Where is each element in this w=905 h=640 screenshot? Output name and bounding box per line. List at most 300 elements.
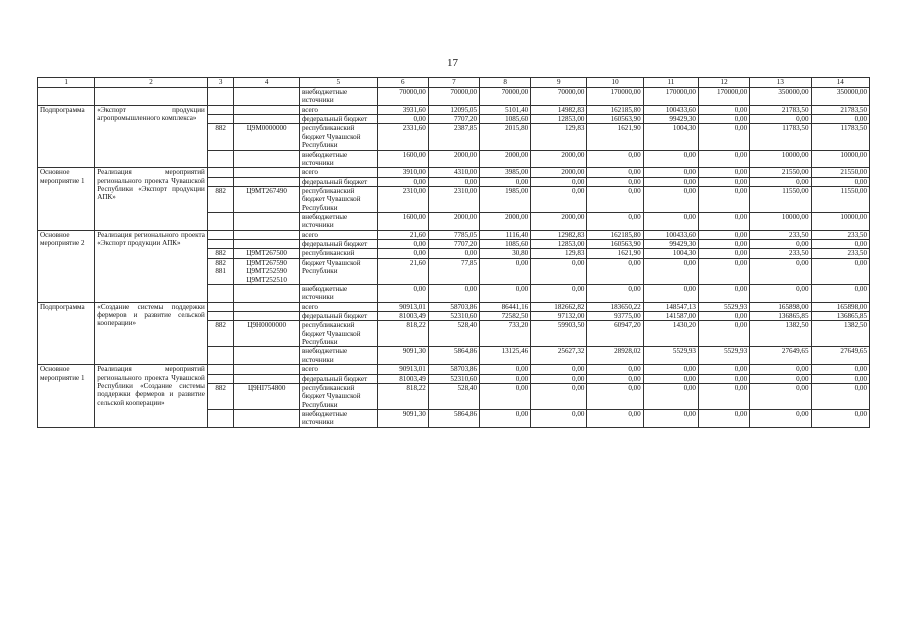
value-cell: 0,00	[750, 115, 811, 124]
funding-source-cell: федеральный бюджет	[299, 311, 377, 320]
value-cell: 21,60	[377, 230, 428, 239]
budget-code-cell	[234, 150, 299, 168]
grbs-cell	[207, 150, 234, 168]
budget-code-cell: Ц9Н0000000	[234, 321, 299, 347]
value-cell: 0,00	[643, 186, 698, 212]
value-cell: 1600,00	[377, 213, 428, 231]
value-cell: 2387,85	[428, 124, 479, 150]
value-cell: 0,00	[480, 284, 531, 302]
value-cell: 1004,30	[643, 124, 698, 150]
grbs-cell: 882	[207, 321, 234, 347]
value-cell: 1985,00	[480, 186, 531, 212]
page-number: 17	[447, 57, 458, 69]
value-cell: 350000,00	[750, 88, 811, 106]
value-cell: 0,00	[750, 284, 811, 302]
program-status-cell: Основное мероприятие 1	[38, 365, 95, 428]
value-cell: 0,00	[377, 284, 428, 302]
value-cell: 162185,80	[587, 105, 643, 114]
value-cell: 2000,00	[531, 150, 587, 168]
value-cell: 12853,00	[531, 115, 587, 124]
budget-code-cell	[234, 365, 299, 374]
value-cell: 0,00	[750, 240, 811, 249]
value-cell: 27649,65	[811, 347, 869, 365]
value-cell: 0,00	[643, 383, 698, 409]
value-cell: 0,00	[698, 230, 749, 239]
funding-source-cell: федеральный бюджет	[299, 115, 377, 124]
value-cell: 5529,93	[698, 302, 749, 311]
value-cell: 0,00	[428, 284, 479, 302]
funding-source-cell: республиканский бюджет Чувашской Республики	[299, 321, 377, 347]
value-cell: 5864,86	[428, 409, 479, 427]
program-status-cell: Подпрограмма	[38, 302, 95, 365]
value-cell: 10000,00	[811, 213, 869, 231]
budget-code-cell	[234, 347, 299, 365]
budget-code-cell	[234, 409, 299, 427]
value-cell: 58703,86	[428, 302, 479, 311]
value-cell: 0,00	[587, 177, 643, 186]
column-number: 6	[377, 78, 428, 88]
source-cell: внебюджетные источники	[299, 88, 377, 106]
value-cell: 3910,00	[377, 168, 428, 177]
value-cell: 818,22	[377, 383, 428, 409]
column-number: 9	[531, 78, 587, 88]
value-cell: 2310,00	[377, 186, 428, 212]
column-number: 8	[480, 78, 531, 88]
value-cell: 2000,00	[428, 150, 479, 168]
funding-source-cell: республиканский бюджет Чувашской Республики	[299, 124, 377, 150]
value-cell: 0,00	[531, 374, 587, 383]
value-cell: 99429,30	[643, 240, 698, 249]
budget-code-cell	[234, 168, 299, 177]
value-cell: 0,00	[428, 177, 479, 186]
budget-code-cell	[234, 177, 299, 186]
value-cell: 13125,46	[480, 347, 531, 365]
value-cell: 733,20	[480, 321, 531, 347]
value-cell: 99429,30	[643, 115, 698, 124]
program-status-cell: Подпрограмма	[38, 105, 95, 168]
value-cell: 0,00	[587, 383, 643, 409]
value-cell: 1382,50	[811, 321, 869, 347]
table-row	[38, 105, 870, 114]
column-number: 11	[643, 78, 698, 88]
grbs-cell	[207, 365, 234, 374]
value-cell: 0,00	[698, 177, 749, 186]
funding-source-cell: внебюджетные источники	[299, 213, 377, 231]
value-cell: 1382,50	[750, 321, 811, 347]
value-cell: 0,00	[698, 105, 749, 114]
value-cell: 136865,85	[750, 311, 811, 320]
value-cell: 14982,83	[531, 105, 587, 114]
budget-code-cell	[234, 105, 299, 114]
value-cell: 0,00	[698, 284, 749, 302]
column-number: 14	[811, 78, 869, 88]
grbs-cell	[207, 213, 234, 231]
value-cell: 0,00	[698, 150, 749, 168]
value-cell: 2310,00	[428, 186, 479, 212]
value-cell: 0,00	[698, 374, 749, 383]
value-cell: 11783,50	[811, 124, 869, 150]
value-cell: 0,00	[587, 374, 643, 383]
column-number-row	[38, 78, 870, 88]
value-cell: 72582,50	[480, 311, 531, 320]
status-cell	[38, 88, 95, 106]
value-cell: 1621,90	[587, 124, 643, 150]
value-cell: 9091,30	[377, 347, 428, 365]
value-cell: 12982,83	[531, 230, 587, 239]
value-cell: 0,00	[377, 249, 428, 258]
value-cell: 0,00	[811, 409, 869, 427]
table-row	[38, 365, 870, 374]
budget-code-cell: Ц9МТ267590 Ц9МТ252590 Ц9МТ252510	[234, 258, 299, 284]
value-cell: 182662,82	[531, 302, 587, 311]
value-cell: 0,00	[811, 115, 869, 124]
value-cell: 0,00	[587, 186, 643, 212]
name-cell	[95, 88, 208, 106]
value-cell: 528,40	[428, 321, 479, 347]
value-cell: 0,00	[750, 409, 811, 427]
value-cell: 160563,90	[587, 115, 643, 124]
value-cell: 12853,00	[531, 240, 587, 249]
value-cell: 59903,50	[531, 321, 587, 347]
value-cell: 4310,00	[428, 168, 479, 177]
value-cell: 0,00	[698, 311, 749, 320]
value-cell: 0,00	[643, 365, 698, 374]
budget-code-cell: Ц9МТ267490	[234, 186, 299, 212]
value-cell: 2000,00	[531, 168, 587, 177]
value-cell: 0,00	[480, 258, 531, 284]
value-cell: 1085,60	[480, 115, 531, 124]
value-cell: 2000,00	[480, 213, 531, 231]
value-cell: 7785,05	[428, 230, 479, 239]
value-cell: 0,00	[811, 374, 869, 383]
grbs-cell	[207, 284, 234, 302]
value-cell: 21783,50	[811, 105, 869, 114]
value-cell: 70000,00	[531, 88, 587, 106]
grbs-cell: 882	[207, 249, 234, 258]
value-cell: 0,00	[698, 258, 749, 284]
value-cell: 10000,00	[811, 150, 869, 168]
value-cell: 12095,05	[428, 105, 479, 114]
value-cell: 5101,40	[480, 105, 531, 114]
grbs-cell	[207, 302, 234, 311]
value-cell: 0,00	[750, 365, 811, 374]
value-cell: 21,60	[377, 258, 428, 284]
value-cell: 0,00	[811, 365, 869, 374]
value-cell: 0,00	[643, 150, 698, 168]
value-cell: 0,00	[811, 258, 869, 284]
value-cell: 9091,30	[377, 409, 428, 427]
value-cell: 818,22	[377, 321, 428, 347]
value-cell: 52310,60	[428, 374, 479, 383]
grbs-cell: 882 881	[207, 258, 234, 284]
budget-code-cell	[234, 284, 299, 302]
table-row	[38, 230, 870, 239]
grbs-cell	[207, 409, 234, 427]
funding-source-cell: федеральный бюджет	[299, 177, 377, 186]
value-cell: 0,00	[428, 249, 479, 258]
grbs-cell	[207, 177, 234, 186]
funding-source-cell: внебюджетные источники	[299, 409, 377, 427]
column-number: 12	[698, 78, 749, 88]
code-cell	[234, 88, 299, 106]
value-cell: 30,80	[480, 249, 531, 258]
value-cell: 0,00	[377, 177, 428, 186]
value-cell: 70000,00	[428, 88, 479, 106]
value-cell: 5529,93	[643, 347, 698, 365]
value-cell: 170000,00	[587, 88, 643, 106]
funding-source-cell: всего	[299, 105, 377, 114]
funding-source-cell: федеральный бюджет	[299, 374, 377, 383]
grbs-cell	[207, 240, 234, 249]
value-cell: 1116,40	[480, 230, 531, 239]
program-name-cell: «Экспорт продукции агропромышленного комплекса»	[95, 105, 208, 168]
value-cell: 162185,80	[587, 230, 643, 239]
budget-code-cell	[234, 240, 299, 249]
value-cell: 0,00	[643, 258, 698, 284]
value-cell: 0,00	[698, 240, 749, 249]
value-cell: 1004,30	[643, 249, 698, 258]
value-cell: 0,00	[643, 284, 698, 302]
value-cell: 0,00	[531, 186, 587, 212]
value-cell: 52310,60	[428, 311, 479, 320]
value-cell: 0,00	[531, 409, 587, 427]
value-cell: 0,00	[480, 383, 531, 409]
value-cell: 2000,00	[531, 213, 587, 231]
budget-code-cell: Ц9НI754800	[234, 383, 299, 409]
value-cell: 160563,90	[587, 240, 643, 249]
value-cell: 0,00	[587, 150, 643, 168]
value-cell: 170000,00	[643, 88, 698, 106]
value-cell: 5864,86	[428, 347, 479, 365]
column-number: 2	[95, 78, 208, 88]
funding-source-cell: внебюджетные источники	[299, 347, 377, 365]
value-cell: 3985,00	[480, 168, 531, 177]
value-cell: 233,50	[750, 249, 811, 258]
value-cell: 0,00	[698, 213, 749, 231]
column-number: 13	[750, 78, 811, 88]
column-number: 1	[38, 78, 95, 88]
value-cell: 1621,90	[587, 249, 643, 258]
value-cell: 233,50	[811, 249, 869, 258]
grbs-cell	[207, 88, 234, 106]
program-name-cell: Реализация регионального проекта «Экспорт продукции АПК»	[95, 230, 208, 302]
funding-source-cell: всего	[299, 302, 377, 311]
value-cell: 7707,20	[428, 240, 479, 249]
value-cell: 81003,49	[377, 311, 428, 320]
value-cell: 1430,20	[643, 321, 698, 347]
budget-code-cell	[234, 115, 299, 124]
grbs-cell	[207, 347, 234, 365]
value-cell: 1600,00	[377, 150, 428, 168]
value-cell: 60947,20	[587, 321, 643, 347]
program-status-cell: Основное мероприятие 1	[38, 168, 95, 231]
value-cell: 3931,60	[377, 105, 428, 114]
funding-source-cell: бюджет Чувашской Республики	[299, 258, 377, 284]
value-cell: 0,00	[587, 284, 643, 302]
value-cell: 70000,00	[377, 88, 428, 106]
value-cell: 0,00	[698, 168, 749, 177]
value-cell: 27649,65	[750, 347, 811, 365]
value-cell: 90913,01	[377, 302, 428, 311]
budget-code-cell	[234, 213, 299, 231]
value-cell: 97132,00	[531, 311, 587, 320]
value-cell: 0,00	[750, 374, 811, 383]
value-cell: 165898,00	[750, 302, 811, 311]
table-row	[38, 88, 870, 106]
value-cell: 0,00	[377, 115, 428, 124]
program-name-cell: «Создание системы поддержки фермеров и развитие сельской кооперации»	[95, 302, 208, 365]
value-cell: 0,00	[698, 186, 749, 212]
value-cell: 0,00	[750, 258, 811, 284]
grbs-cell	[207, 105, 234, 114]
budget-code-cell: Ц9МТ267500	[234, 249, 299, 258]
funding-source-cell: республиканский бюджет Чувашской Республики	[299, 383, 377, 409]
value-cell: 129,83	[531, 249, 587, 258]
value-cell: 10000,00	[750, 150, 811, 168]
value-cell: 0,00	[750, 383, 811, 409]
value-cell: 100433,60	[643, 105, 698, 114]
value-cell: 0,00	[643, 168, 698, 177]
grbs-cell	[207, 168, 234, 177]
value-cell: 93775,00	[587, 311, 643, 320]
value-cell: 25627,32	[531, 347, 587, 365]
value-cell: 0,00	[811, 177, 869, 186]
value-cell: 2015,80	[480, 124, 531, 150]
value-cell: 0,00	[480, 365, 531, 374]
value-cell: 233,50	[811, 230, 869, 239]
table-body	[38, 78, 870, 428]
value-cell: 77,85	[428, 258, 479, 284]
value-cell: 0,00	[480, 409, 531, 427]
budget-code-cell: Ц9М0000000	[234, 124, 299, 150]
value-cell: 1085,60	[480, 240, 531, 249]
value-cell: 0,00	[698, 249, 749, 258]
funding-source-cell: внебюджетные источники	[299, 284, 377, 302]
value-cell: 90913,01	[377, 365, 428, 374]
funding-source-cell: всего	[299, 168, 377, 177]
funding-source-cell: республиканский	[299, 249, 377, 258]
value-cell: 141587,00	[643, 311, 698, 320]
grbs-cell	[207, 115, 234, 124]
value-cell: 21550,00	[750, 168, 811, 177]
budget-code-cell	[234, 374, 299, 383]
value-cell: 136865,85	[811, 311, 869, 320]
value-cell: 5529,93	[698, 347, 749, 365]
value-cell: 10000,00	[750, 213, 811, 231]
value-cell: 148547,13	[643, 302, 698, 311]
value-cell: 11783,50	[750, 124, 811, 150]
value-cell: 0,00	[587, 168, 643, 177]
value-cell: 0,00	[480, 374, 531, 383]
value-cell: 2331,60	[377, 124, 428, 150]
value-cell: 350000,00	[811, 88, 869, 106]
grbs-cell	[207, 230, 234, 239]
funding-source-cell: всего	[299, 230, 377, 239]
value-cell: 0,00	[643, 409, 698, 427]
funding-source-cell: республиканский бюджет Чувашской Республики	[299, 186, 377, 212]
value-cell: 0,00	[531, 383, 587, 409]
value-cell: 528,40	[428, 383, 479, 409]
program-name-cell: Реализация мероприятий регионального проекта Чувашской Республики «Экспорт продукции АПК»	[95, 168, 208, 231]
grbs-cell	[207, 311, 234, 320]
value-cell: 0,00	[531, 258, 587, 284]
budget-table	[37, 77, 870, 428]
value-cell: 11550,00	[811, 186, 869, 212]
value-cell: 21783,50	[750, 105, 811, 114]
value-cell: 0,00	[643, 374, 698, 383]
value-cell: 129,83	[531, 124, 587, 150]
value-cell: 2000,00	[480, 150, 531, 168]
value-cell: 28928,02	[587, 347, 643, 365]
value-cell: 0,00	[811, 383, 869, 409]
value-cell: 0,00	[698, 124, 749, 150]
program-name-cell: Реализация мероприятий регионального проекта Чувашской Республики «Создание системы поддержки фермеров и развитие сельской кооперации»	[95, 365, 208, 428]
value-cell: 0,00	[750, 177, 811, 186]
table-row	[38, 168, 870, 177]
value-cell: 0,00	[698, 115, 749, 124]
value-cell: 86441,16	[480, 302, 531, 311]
value-cell: 81003,49	[377, 374, 428, 383]
value-cell: 0,00	[698, 365, 749, 374]
funding-source-cell: федеральный бюджет	[299, 240, 377, 249]
value-cell: 0,00	[531, 365, 587, 374]
value-cell: 0,00	[587, 213, 643, 231]
value-cell: 233,50	[750, 230, 811, 239]
value-cell: 165898,00	[811, 302, 869, 311]
value-cell: 0,00	[698, 409, 749, 427]
value-cell: 0,00	[698, 383, 749, 409]
value-cell: 0,00	[531, 284, 587, 302]
value-cell: 0,00	[811, 240, 869, 249]
column-number: 4	[234, 78, 299, 88]
column-number: 10	[587, 78, 643, 88]
value-cell: 183650,22	[587, 302, 643, 311]
value-cell: 0,00	[643, 177, 698, 186]
grbs-cell	[207, 374, 234, 383]
budget-code-cell	[234, 302, 299, 311]
program-status-cell: Основное мероприятие 2	[38, 230, 95, 302]
value-cell: 0,00	[811, 284, 869, 302]
column-number: 7	[428, 78, 479, 88]
funding-source-cell: всего	[299, 365, 377, 374]
value-cell: 0,00	[587, 409, 643, 427]
value-cell: 0,00	[377, 240, 428, 249]
budget-code-cell	[234, 230, 299, 239]
grbs-cell: 882	[207, 186, 234, 212]
value-cell: 0,00	[531, 177, 587, 186]
value-cell: 170000,00	[698, 88, 749, 106]
value-cell: 0,00	[587, 365, 643, 374]
value-cell: 2000,00	[428, 213, 479, 231]
value-cell: 0,00	[587, 258, 643, 284]
table-row	[38, 302, 870, 311]
value-cell: 7707,20	[428, 115, 479, 124]
value-cell: 100433,60	[643, 230, 698, 239]
grbs-cell: 882	[207, 383, 234, 409]
budget-code-cell	[234, 311, 299, 320]
funding-source-cell: внебюджетные источники	[299, 150, 377, 168]
value-cell: 11550,00	[750, 186, 811, 212]
column-number: 5	[299, 78, 377, 88]
value-cell: 70000,00	[480, 88, 531, 106]
value-cell: 0,00	[480, 177, 531, 186]
value-cell: 21550,00	[811, 168, 869, 177]
value-cell: 0,00	[698, 321, 749, 347]
grbs-cell: 882	[207, 124, 234, 150]
value-cell: 0,00	[643, 213, 698, 231]
value-cell: 58703,86	[428, 365, 479, 374]
column-number: 3	[207, 78, 234, 88]
